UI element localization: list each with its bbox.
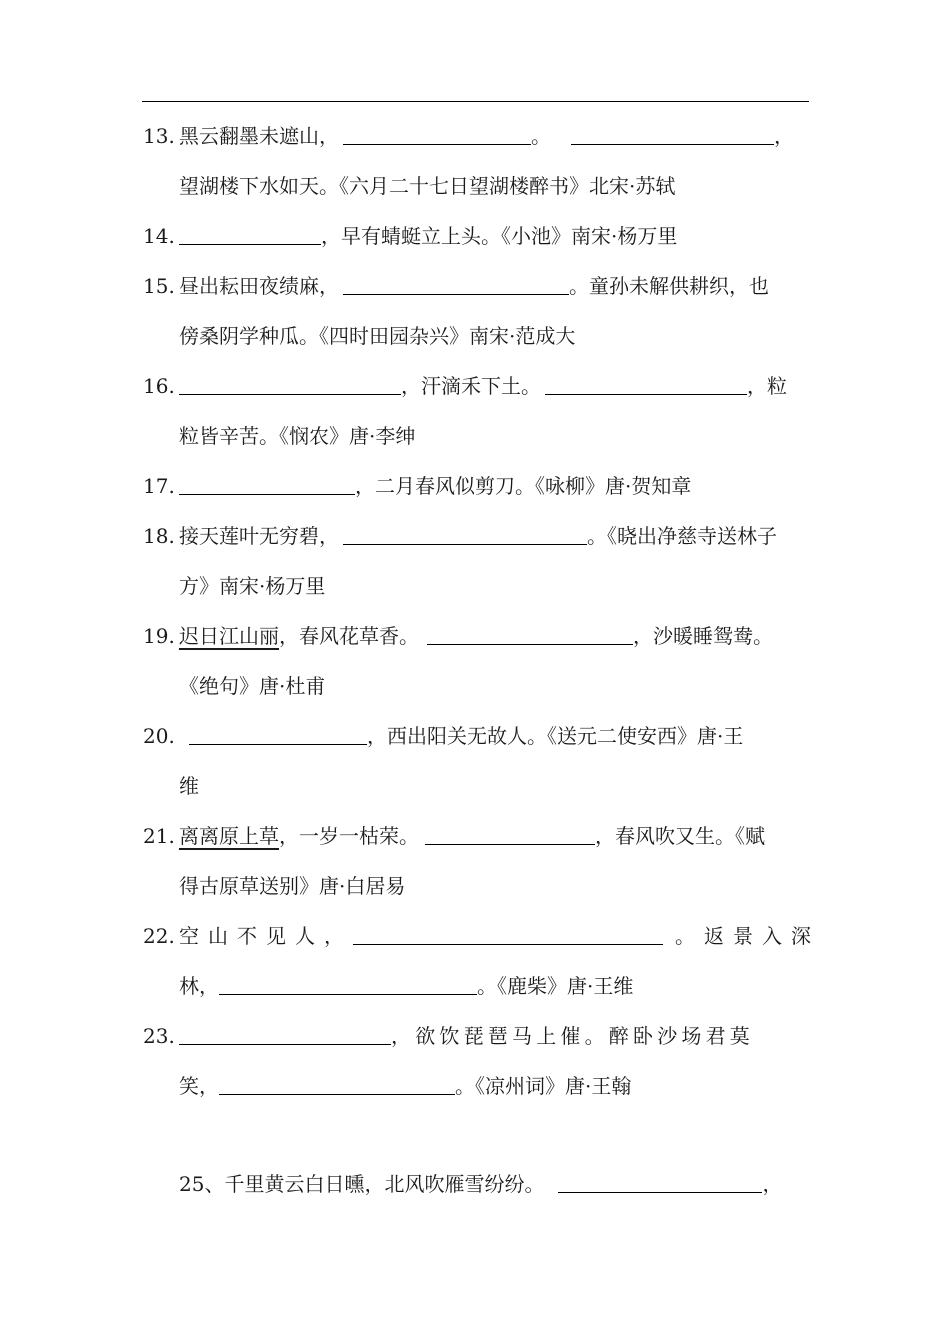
answer-blank[interactable] [425, 824, 595, 845]
verse-text: 。《鹿柴》唐·王维 [477, 974, 634, 998]
verse-text: ，汗滴禾下土。 [401, 374, 541, 398]
verse-text: ，春风吹又生。《赋 [595, 824, 765, 848]
verse-text: ，一岁一枯荣。 [279, 824, 419, 848]
answer-blank[interactable] [353, 924, 663, 945]
question-20 [143, 724, 743, 748]
verse-text: 25、千里黄云白日曛，北风吹雁雪纷纷。 [179, 1172, 545, 1196]
question-21 [143, 824, 765, 848]
verse-text: 粒皆辛苦。《悯农》唐·李绅 [179, 424, 416, 448]
question-number: 14. [143, 224, 175, 248]
question-14 [143, 224, 677, 248]
verse-text: 黑云翻墨未遮山， [179, 124, 339, 148]
verse-text: 。《晓出净慈寺送林子 [587, 524, 777, 548]
question-number: 22. [143, 924, 175, 948]
question-18-continued [179, 574, 325, 598]
answer-blank[interactable] [219, 974, 477, 995]
verse-text: 空山不见人， [179, 924, 353, 948]
punctuation: ， [774, 124, 794, 148]
given-verse: 迟日江山丽 [179, 624, 279, 648]
answer-blank[interactable] [343, 524, 587, 545]
question-18 [143, 524, 777, 548]
question-15 [143, 274, 769, 298]
question-number: 18. [143, 524, 175, 548]
verse-text: 《绝句》唐·杜甫 [179, 674, 326, 698]
answer-blank[interactable] [343, 274, 569, 295]
verse-text: 维 [179, 774, 199, 798]
verse-text: ，二月春风似剪刀。《咏柳》唐·贺知章 [355, 474, 692, 498]
verse-text: ，西出阳关无故人。《送元二使安西》唐·王 [367, 724, 744, 748]
punctuation: ， [762, 1172, 783, 1196]
verse-text: ，早有蜻蜓立上头。《小池》南宋·杨万里 [321, 224, 678, 248]
verse-text: 。童孙未解供耕织，也 [569, 274, 769, 298]
question-13-continued [179, 174, 675, 198]
answer-blank[interactable] [343, 124, 531, 145]
question-17 [143, 474, 691, 498]
verse-text: ，沙暖睡鸳鸯。 [633, 624, 773, 648]
question-23-continued [179, 1074, 631, 1098]
question-number: 13. [143, 124, 175, 148]
question-22-continued [179, 974, 633, 998]
answer-blank[interactable] [179, 374, 401, 395]
verse-text: 昼出耘田夜绩麻， [179, 274, 339, 298]
answer-blank[interactable] [179, 224, 321, 245]
question-21-continued [179, 874, 405, 898]
verse-text: 得古原草送别》唐·白居易 [179, 874, 406, 898]
question-number: 19. [143, 624, 175, 648]
answer-blank[interactable] [545, 374, 747, 395]
verse-text: 傍桑阴学种瓜。《四时田园杂兴》南宋·范成大 [179, 324, 576, 348]
verse-text: ，欲饮琵琶马上催。醉卧沙场君莫 [391, 1024, 754, 1048]
question-number: 23. [143, 1024, 175, 1048]
verse-text: 林， [179, 974, 219, 998]
answer-blank[interactable] [571, 124, 774, 145]
question-20-continued [179, 774, 199, 798]
question-number: 20. [143, 724, 175, 748]
question-13 [143, 124, 794, 148]
question-25 [179, 1172, 782, 1196]
verse-text: 。《凉州词》唐·王翰 [455, 1074, 632, 1098]
question-19-continued [179, 674, 325, 698]
answer-blank[interactable] [558, 1172, 762, 1193]
verse-text: 接天莲叶无穷碧， [179, 524, 339, 548]
verse-text: ，春风花草香。 [279, 624, 419, 648]
answer-blank[interactable] [179, 1024, 391, 1045]
answer-blank[interactable] [189, 724, 367, 745]
header-rule [142, 101, 809, 102]
question-number: 17. [143, 474, 175, 498]
punctuation: 。 [531, 124, 551, 148]
answer-blank[interactable] [427, 624, 633, 645]
answer-blank[interactable] [179, 474, 355, 495]
verse-text: 笑， [179, 1074, 219, 1098]
verse-text: 。返景入深 [675, 924, 820, 948]
question-15-continued [179, 324, 575, 348]
verse-text: 方》南宋·杨万里 [179, 574, 326, 598]
question-16 [143, 374, 787, 398]
answer-blank[interactable] [219, 1074, 455, 1095]
question-23 [143, 1024, 754, 1048]
question-22 [143, 924, 820, 948]
question-19 [143, 624, 773, 648]
question-number: 15. [143, 274, 175, 298]
given-verse: 离离原上草 [179, 824, 279, 848]
question-number: 21. [143, 824, 175, 848]
question-number: 16. [143, 374, 175, 398]
question-16-continued [179, 424, 415, 448]
verse-text: 望湖楼下水如天。《六月二十七日望湖楼醉书》北宋·苏轼 [179, 174, 676, 198]
verse-text: ，粒 [747, 374, 787, 398]
